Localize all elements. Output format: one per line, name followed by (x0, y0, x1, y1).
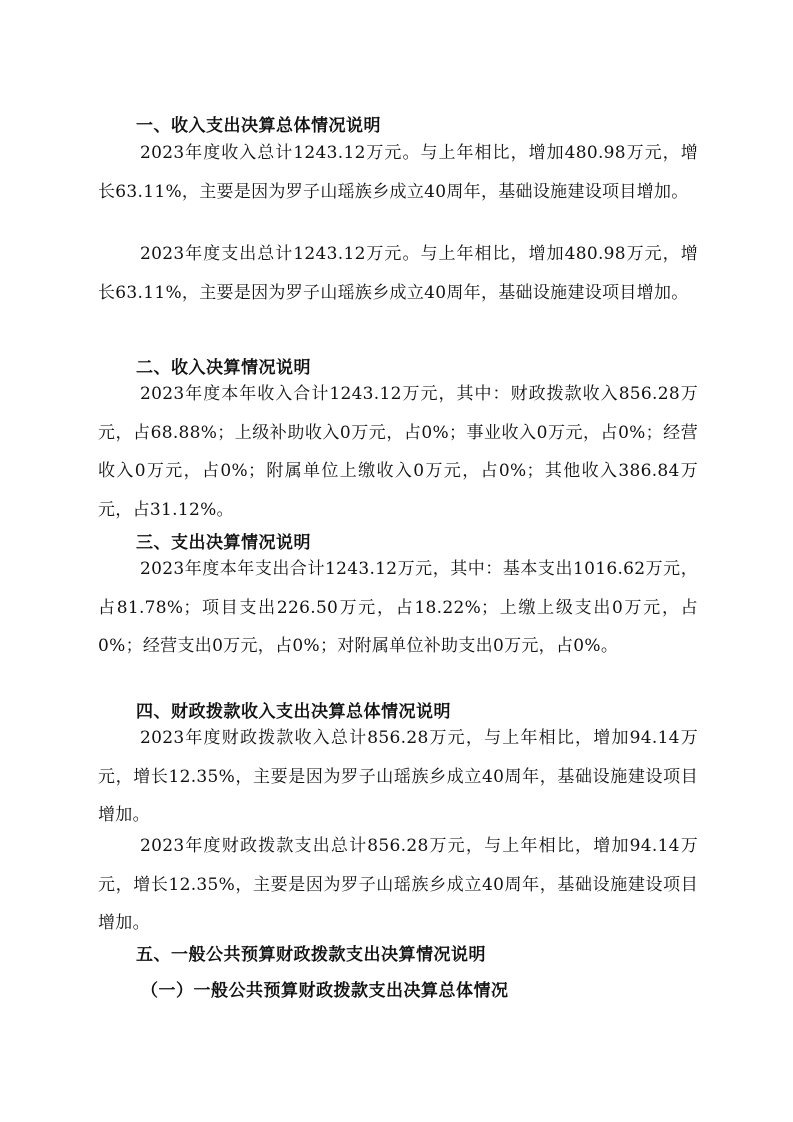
section-heading: 四、财政拨款收入支出决算总体情况说明 (136, 702, 451, 722)
paragraph: 2023年度财政拨款支出总计856.28万元，与上年相比，增加94.14万元，增长12.35%，主要是因为罗子山瑶族乡成立40周年，基础设施建设项目增加。 (98, 836, 698, 933)
section-heading: 一、收入支出决算总体情况说明 (136, 116, 381, 136)
section-heading: 二、收入决算情况说明 (136, 358, 311, 378)
section-heading: 三、支出决算情况说明 (136, 533, 311, 553)
subsection-heading: （一）一般公共预算财政拨款支出决算总体情况 (141, 981, 509, 1001)
paragraph: 2023年度支出总计1243.12万元。与上年相比，增加480.98万元，增长63.11%，主要是因为罗子山瑶族乡成立40周年，基础设施建设项目增加。 (98, 244, 698, 303)
paragraph: 2023年度本年支出合计1243.12万元，其中：基本支出1016.62万元，占81.78%；项目支出226.50万元，占18.22%；上缴上级支出0万元，占0%；经营支出0万元，占0%；对附属单位补助支出0万元，占0%。 (98, 559, 698, 656)
paragraph: 2023年度本年收入合计1243.12万元，其中：财政拨款收入856.28万元，占68.88%；上级补助收入0万元，占0%；事业收入0万元，占0%；经营收入0万元，占0%；附属单位上缴收入0万元，占0%；其他收入386.84万元，占31.12%。 (98, 384, 698, 520)
section-heading: 五、一般公共预算财政拨款支出决算情况说明 (136, 945, 486, 965)
paragraph: 2023年度财政拨款收入总计856.28万元，与上年相比，增加94.14万元，增长12.35%，主要是因为罗子山瑶族乡成立40周年，基础设施建设项目增加。 (98, 728, 698, 825)
paragraph: 2023年度收入总计1243.12万元。与上年相比，增加480.98万元，增长63.11%，主要是因为罗子山瑶族乡成立40周年，基础设施建设项目增加。 (98, 143, 698, 202)
